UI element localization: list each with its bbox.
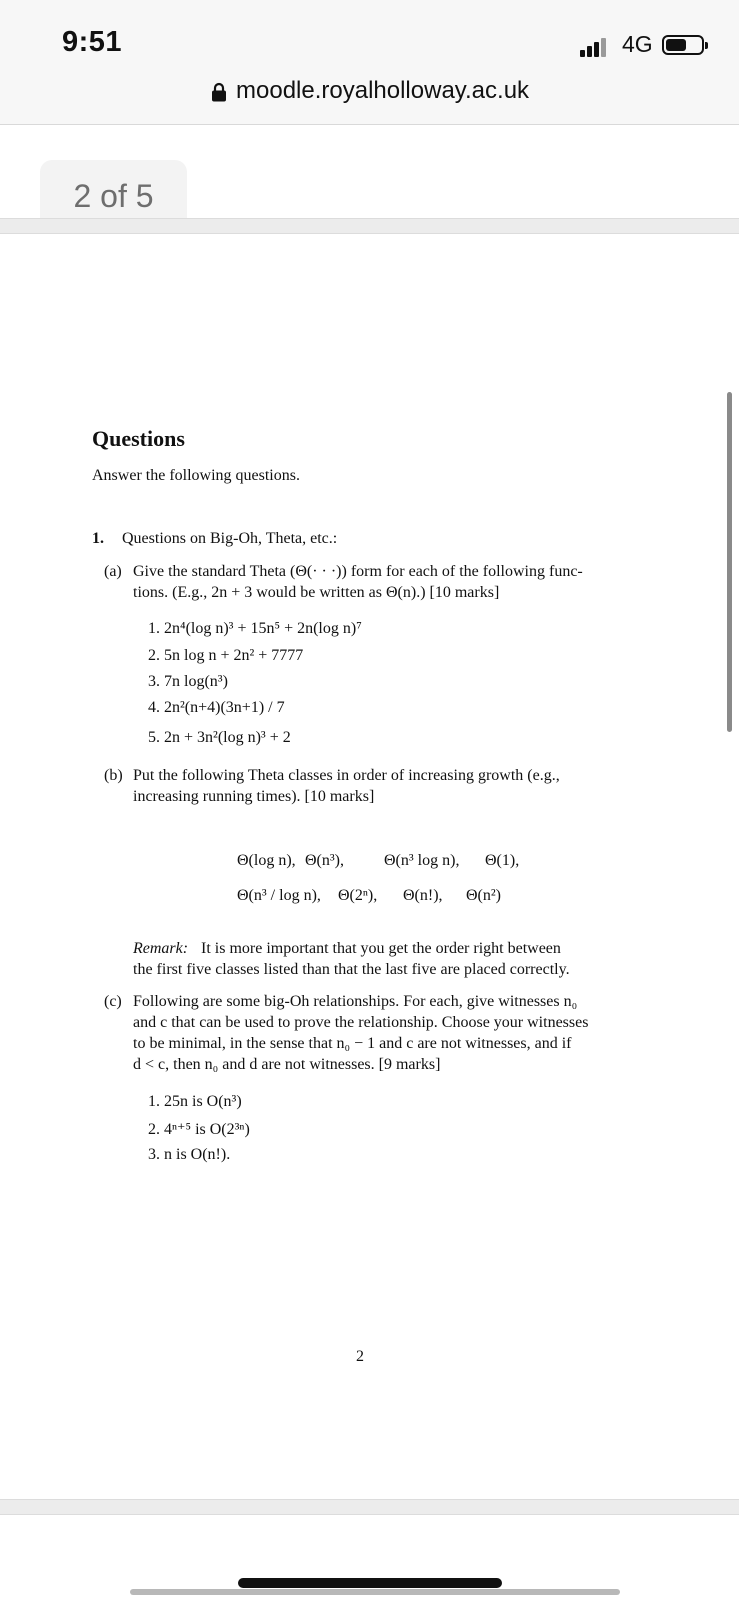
list-item: 1. 25n is O(n³)	[148, 1093, 242, 1110]
remark-line2: the first five classes listed than that the last five are placed correctly.	[133, 961, 570, 978]
part-a-label: (a)	[104, 563, 122, 580]
part-c-label: (c)	[104, 993, 122, 1010]
theta-class: Θ(n²)	[466, 887, 502, 904]
remark-line1: It is more important that you get the order right between	[201, 940, 561, 957]
list-item: 2. 4ⁿ⁺⁵ is O(2³ⁿ)	[148, 1121, 250, 1138]
theta-class: Θ(1),	[485, 852, 520, 869]
section-heading: Questions	[92, 426, 185, 451]
theta-class: Θ(n!),	[403, 887, 443, 904]
list-item: 4. 2n²(n+4)(3n+1) / 7	[148, 699, 285, 716]
part-c-line1: Following are some big-Oh relationships. For each, give witnesses n₀	[133, 993, 578, 1010]
part-c-line2: and c that can be used to prove the relationship. Choose your witnesses	[133, 1014, 589, 1031]
address-bar[interactable]: moodle.royalholloway.ac.uk	[236, 77, 530, 104]
list-item: 2. 5n log n + 2n² + 7777	[148, 647, 304, 664]
signal-icon	[580, 35, 610, 57]
part-a-line1: Give the standard Theta (Θ(· · ·)) form for each of the following func-	[133, 563, 583, 580]
part-a-line2: tions. (E.g., 2n + 3 would be written as Θ(n).) [10 marks]	[133, 584, 500, 601]
list-item: 1. 2n⁴(log n)³ + 15n⁵ + 2n(log n)⁷	[148, 620, 362, 637]
list-item: 3. 7n log(n³)	[148, 673, 228, 690]
network-type: 4G	[622, 31, 653, 57]
part-b-line1: Put the following Theta classes in order of increasing growth (e.g.,	[133, 767, 560, 784]
page-counter: 2 of 5	[40, 160, 187, 232]
part-b-label: (b)	[104, 767, 123, 784]
remark-label: Remark:	[133, 940, 189, 957]
question-number: 1.	[92, 530, 104, 547]
list-item: 5. 2n + 3n²(log n)³ + 2	[148, 729, 291, 746]
page-number: 2	[356, 1348, 364, 1365]
page-separator-bottom	[0, 1499, 739, 1515]
theta-class: Θ(n³ log n),	[384, 852, 460, 869]
question-title: Questions on Big-Oh, Theta, etc.:	[122, 530, 338, 547]
list-item: 3. n is O(n!).	[148, 1146, 231, 1163]
battery-icon	[662, 35, 704, 55]
lock-icon	[211, 82, 227, 102]
status-time: 9:51	[62, 26, 123, 58]
theta-class: Θ(n³),	[305, 852, 345, 869]
scrollbar[interactable]	[727, 392, 732, 732]
intro-text: Answer the following questions.	[92, 467, 300, 484]
part-b-line2: increasing running times). [10 marks]	[133, 788, 375, 805]
browser-header	[0, 0, 739, 125]
horizontal-scroll-track	[130, 1589, 620, 1595]
part-c-line3: to be minimal, in the sense that n₀ − 1 and c are not witnesses, and if	[133, 1035, 572, 1052]
theta-class: Θ(log n),	[237, 852, 296, 869]
page-separator-top	[0, 218, 739, 234]
part-c-line4: d < c, then n₀ and d are not witnesses. [9 marks]	[133, 1056, 441, 1073]
home-indicator[interactable]	[238, 1578, 502, 1588]
theta-class: Θ(2ⁿ),	[338, 887, 378, 904]
theta-class: Θ(n³ / log n),	[237, 887, 321, 904]
